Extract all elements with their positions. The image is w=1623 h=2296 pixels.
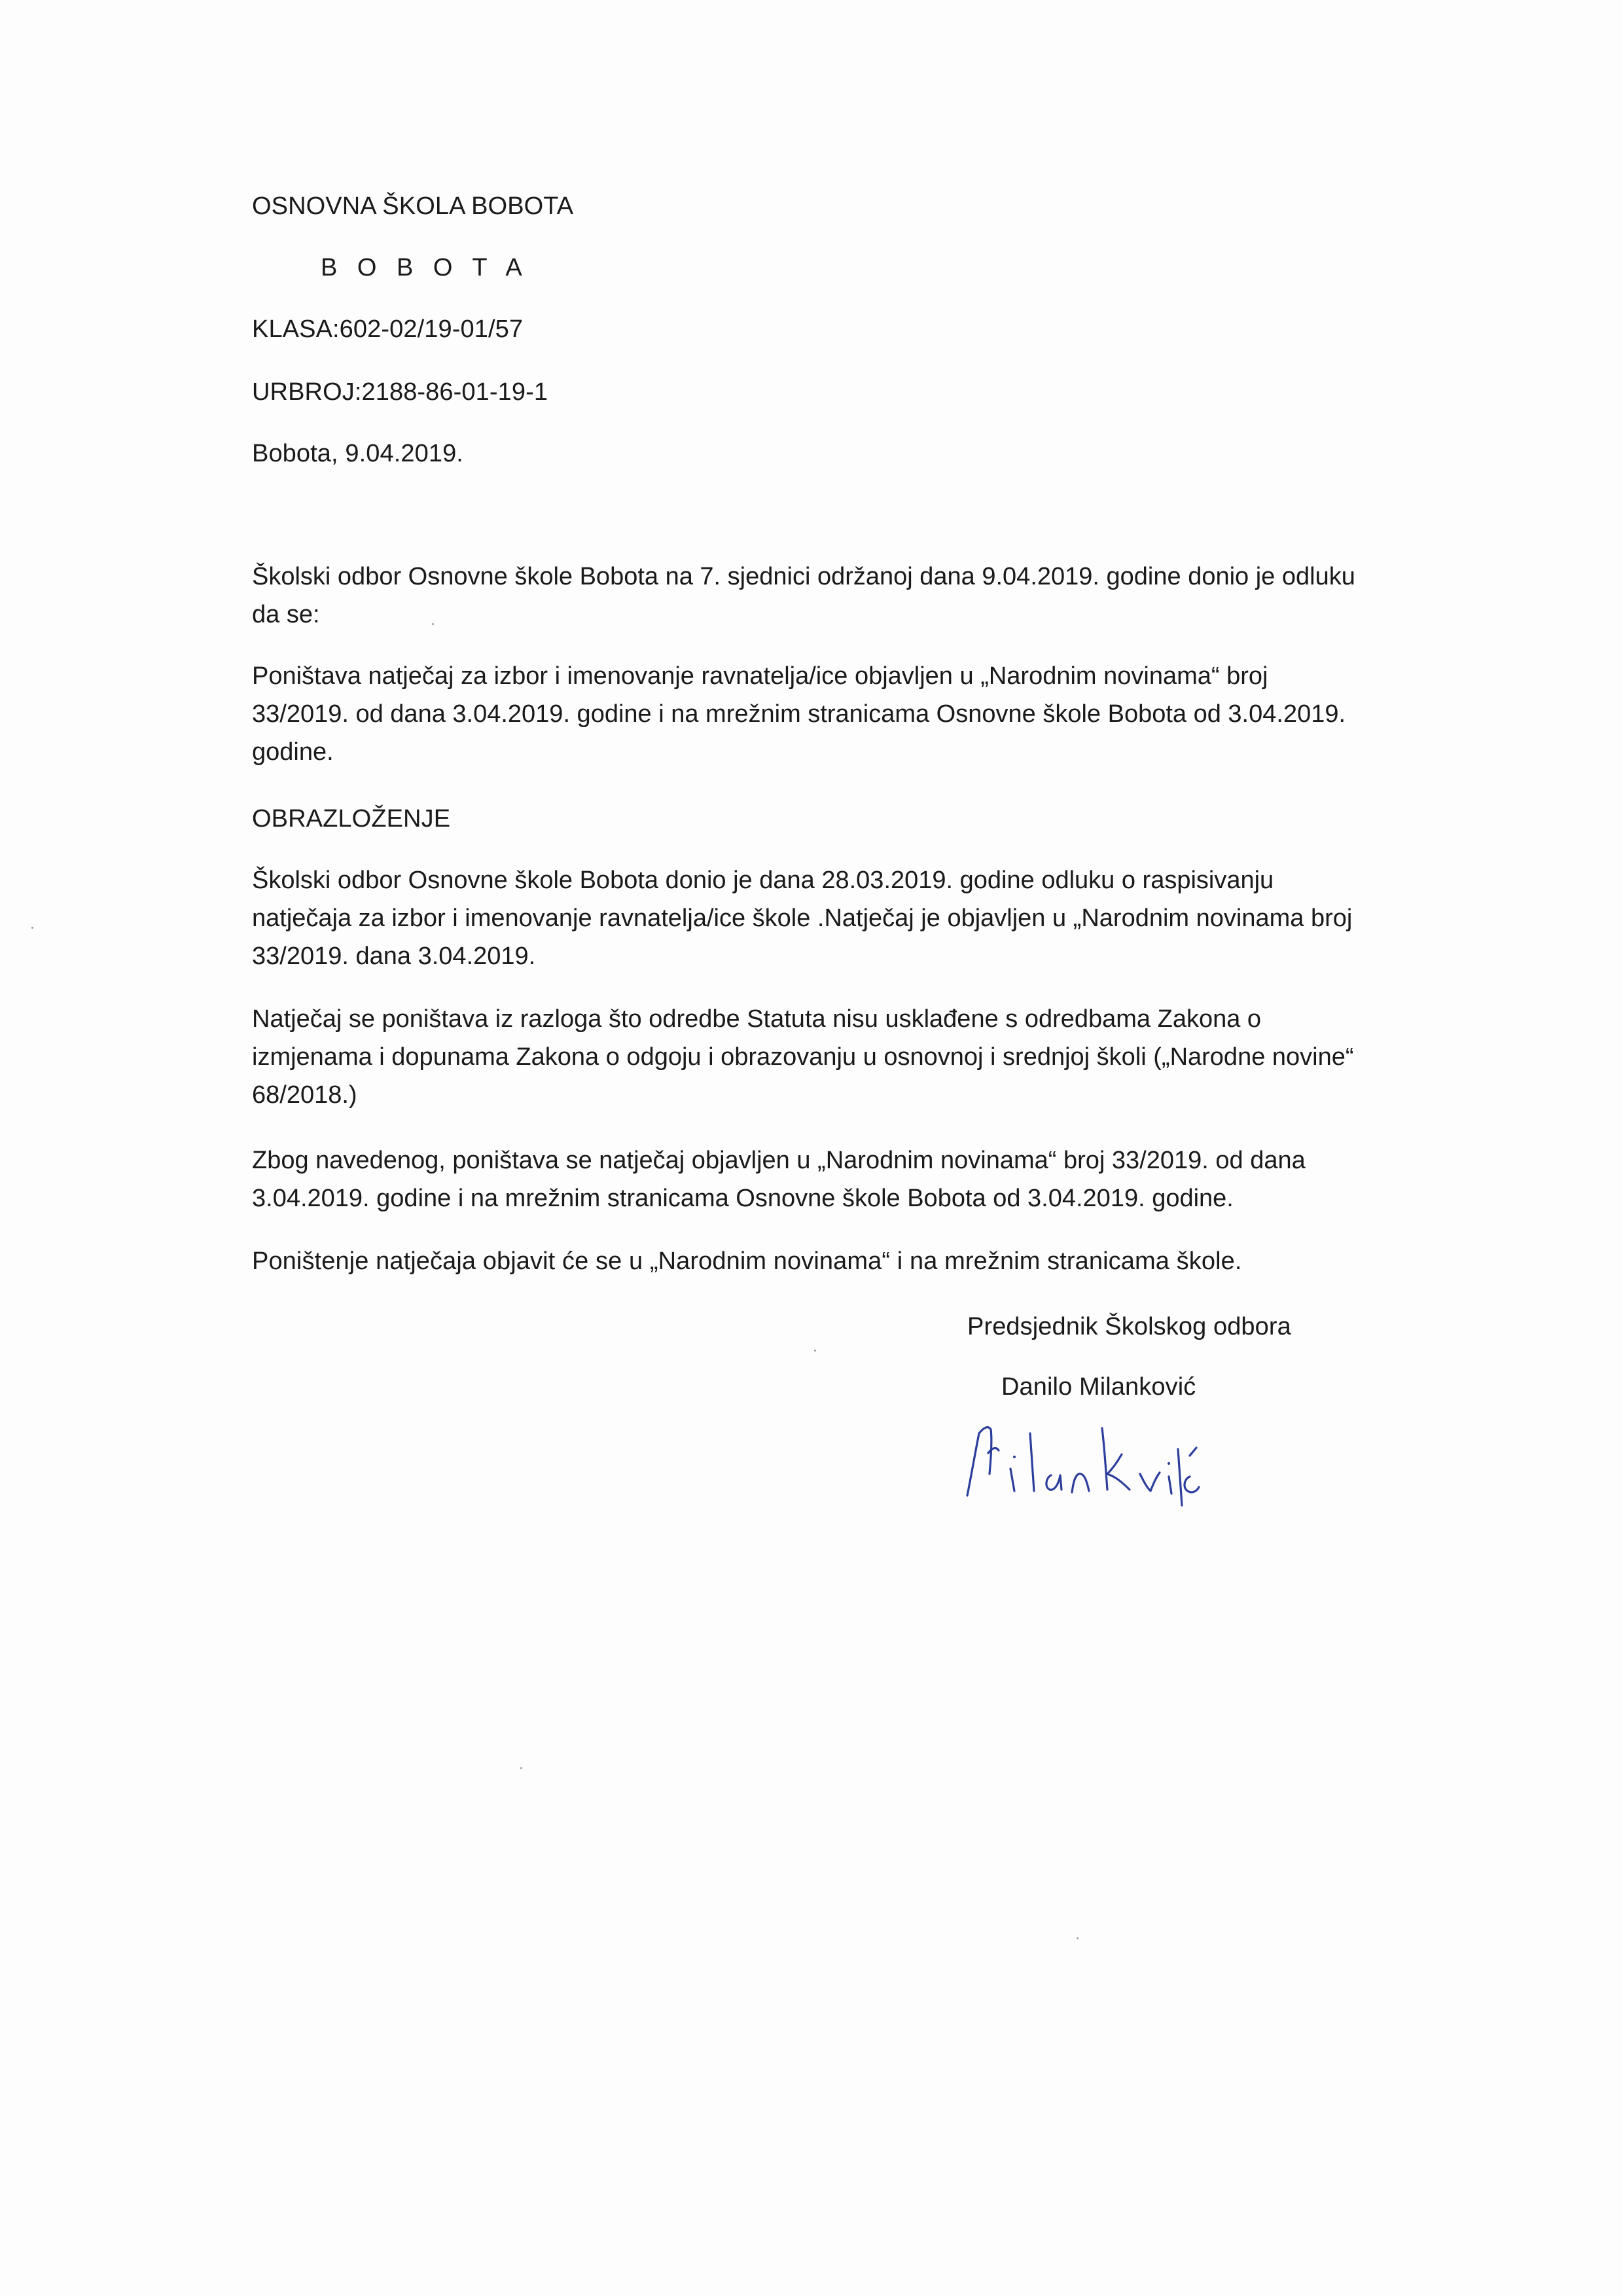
intro-paragraph bbox=[252, 558, 1495, 634]
reasoning-line: natječaja za izbor i imenovanje ravnatelja/ice škole .Natječaj je objavljen u „Narodnim novinama broj bbox=[252, 905, 1353, 932]
klasa-number: KLASA:602-02/19-01/57 bbox=[252, 315, 524, 343]
town-name: B O B O T A bbox=[321, 254, 529, 281]
reasoning-heading: OBRAZLOŽENJE bbox=[252, 805, 451, 833]
scan-speck bbox=[432, 623, 434, 625]
closing-sentence: Poništenje natječaja objavit će se u „Narodnim novinama“ i na mrežnim stranicama škole. bbox=[252, 1247, 1242, 1275]
scan-speck bbox=[31, 927, 33, 929]
decision-line: 33/2019. od dana 3.04.2019. godine i na mrežnim stranicama Osnovne škole Bobota od 3.04.2019. bbox=[252, 700, 1346, 728]
reasoning-paragraph-2 bbox=[252, 1000, 1495, 1114]
reasoning-line: 33/2019. dana 3.04.2019. bbox=[252, 942, 536, 970]
reasoning-line: Natječaj se poništava iz razloga što odredbe Statuta nisu usklađene s odredbama Zakona o bbox=[252, 1005, 1262, 1033]
decision-line: Poništava natječaj za izbor i imenovanje ravnatelja/ice objavljen u „Narodnim novinama“ broj bbox=[252, 662, 1268, 690]
school-name: OSNOVNA ŠKOLA BOBOTA bbox=[252, 192, 574, 220]
reasoning-line: Zbog navedenog, poništava se natječaj objavljen u „Narodnim novinama“ broj 33/2019. od dana bbox=[252, 1147, 1306, 1174]
place-date: Bobota, 9.04.2019. bbox=[252, 440, 463, 467]
scan-speck bbox=[1077, 1937, 1079, 1939]
signatory-title: Predsjednik Školskog odbora bbox=[967, 1313, 1291, 1340]
decision-line: godine. bbox=[252, 738, 334, 766]
urbroj-number: URBROJ:2188-86-01-19-1 bbox=[252, 378, 548, 406]
reasoning-paragraph-1 bbox=[252, 861, 1495, 975]
decision-paragraph bbox=[252, 657, 1495, 771]
signatory-name: Danilo Milanković bbox=[1001, 1373, 1196, 1401]
reasoning-line: Školski odbor Osnovne škole Bobota donio je dana 28.03.2019. godine odluku o raspisivanju bbox=[252, 867, 1274, 894]
reasoning-line: 3.04.2019. godine i na mrežnim stranicama Osnovne škole Bobota od 3.04.2019. godine. bbox=[252, 1185, 1234, 1212]
scan-speck bbox=[520, 1767, 522, 1769]
intro-line: da se: bbox=[252, 601, 320, 628]
intro-line: Školski odbor Osnovne škole Bobota na 7. sjednici održanoj dana 9.04.2019. godine donio je odluku bbox=[252, 563, 1355, 590]
reasoning-line: 68/2018.) bbox=[252, 1081, 357, 1109]
scan-speck bbox=[814, 1350, 816, 1352]
reasoning-line: izmjenama i dopunama Zakona o odgoju i obrazovanju u osnovnoj i srednjoj školi („Narodne novine“ bbox=[252, 1043, 1354, 1071]
handwritten-signature bbox=[962, 1414, 1224, 1525]
reasoning-paragraph-3 bbox=[252, 1141, 1495, 1217]
